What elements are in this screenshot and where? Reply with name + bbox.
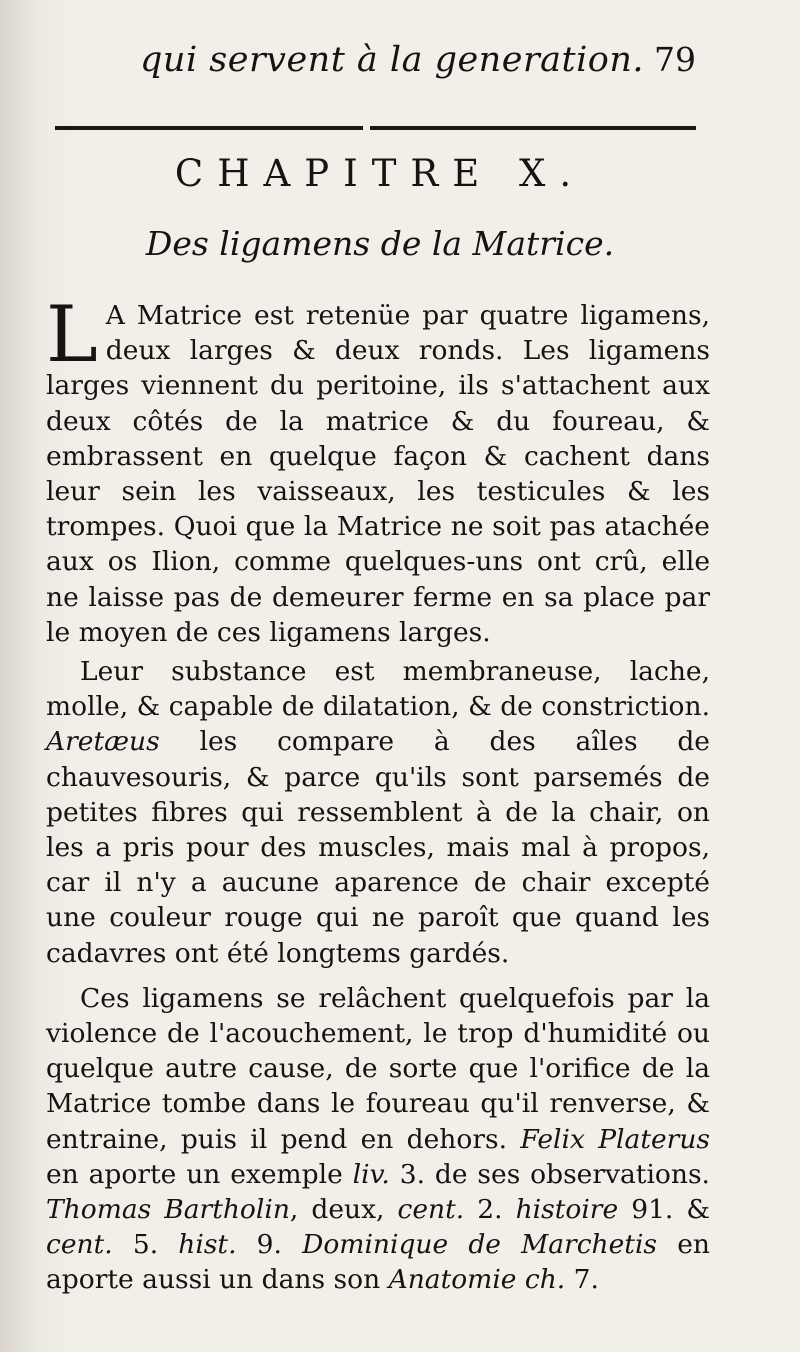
paragraph-3-text-c: 3. de ses observations. (399, 1158, 710, 1190)
author-name: Aretæus (46, 726, 160, 758)
paragraph-3-text-g: 5. (132, 1229, 159, 1261)
chapter-subtitle: Des ligamens de la Matrice. (145, 224, 615, 263)
paragraph-3-text-i: en aporte aussi un dans son (46, 1229, 710, 1296)
header-rule-left (55, 126, 363, 130)
author-name: Thomas Bartholin (46, 1194, 290, 1226)
header-rule-right (370, 126, 696, 130)
chapter-title: CHAPITRE X. (174, 152, 586, 195)
paragraph-2-text-b: les compare à des aîles de chauvesouris, & parce qu'ils sont parsemés de petites fibres qui ressemblent à de la chair, on les a pris pour des muscles, mais mal à propos, car il n'y a aucune aparence de chair excepté une couleur rouge qui ne paroît que quand les cadavres ont été longtems gardés. (46, 726, 710, 969)
paragraph-3-text-b: en aporte un exemple (46, 1158, 343, 1190)
paragraph-2-text-a: Leur substance est membraneuse, lache, molle, & capable de dilatation, & de constriction. (46, 656, 710, 723)
paragraph-2 (46, 654, 710, 971)
paragraph-3-text-d: , deux, (289, 1194, 385, 1226)
citation-italic: cent. (397, 1194, 465, 1226)
paragraph-3-text-e: 2. (477, 1194, 503, 1226)
drop-cap: L (46, 290, 98, 380)
paragraph-3-text-j: 7. (573, 1264, 599, 1296)
page-gutter-shadow (0, 0, 38, 1352)
paragraph-3-text-a: Ces ligamens se relâchent quelquefois par la violence de l'acouchement, le trop d'humidité ou quelque autre cause, de sorte que l'orifice de la Matrice tombe dans le foureau qu'il renverse, & entraine, puis il pend en dehors. (46, 982, 710, 1155)
body-text (46, 290, 710, 1298)
paragraph-1-text: A Matrice est retenüe par quatre ligamens, deux larges & deux ronds. Les ligamens larges viennent du peritoine, ils s'attachent aux deux côtés de la matrice & du foureau, & embrassent en quelque façon & cachent dans leur sein les vaisseaux, les testicules & les trompes. Quoi que la Matrice ne soit pas atachée aux os Ilion, comme quelques-uns ont crû, elle ne laisse pas de demeurer ferme en sa place par le moyen de ces ligamens larges. (46, 300, 710, 648)
paragraph-3-text-h: 9. (256, 1229, 282, 1261)
paragraph-3 (46, 981, 710, 1298)
paragraph-3-text-f: 91. & (631, 1194, 710, 1226)
citation-italic: cent. (46, 1229, 113, 1261)
citation-italic: hist. (178, 1229, 237, 1261)
author-name: Felix Platerus (520, 1123, 710, 1155)
citation-italic: liv. (352, 1158, 390, 1190)
paragraph-1 (46, 290, 710, 650)
citation-italic: histoire (515, 1194, 619, 1226)
page-number: 79 (654, 40, 696, 79)
page-header (130, 38, 710, 98)
author-name: Dominique de Marchetis (302, 1229, 658, 1261)
running-title: qui servent à la generation. (140, 40, 645, 80)
citation-italic: Anatomie ch. (388, 1264, 566, 1296)
